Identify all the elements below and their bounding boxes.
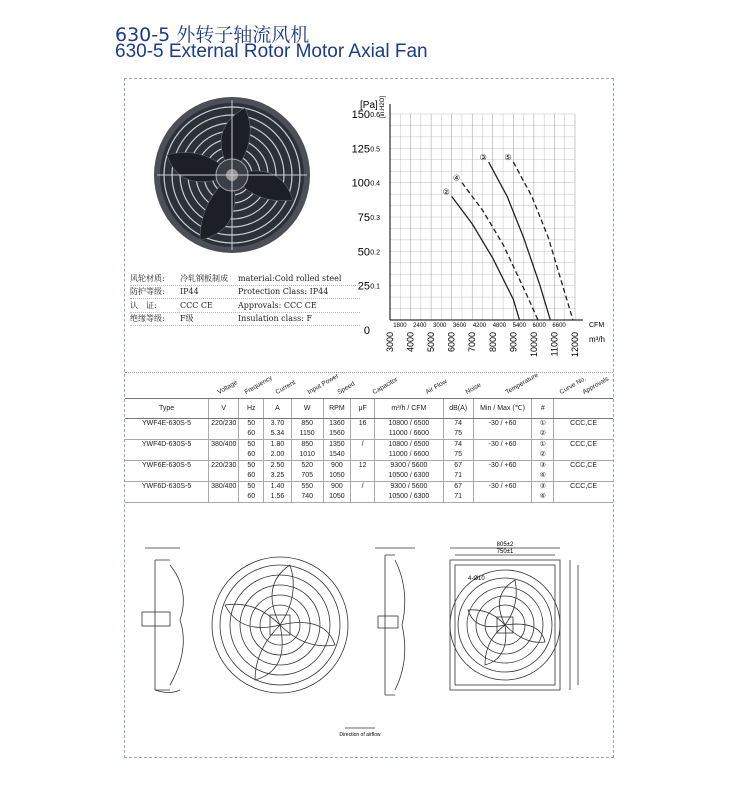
y-tick-label-2: 0.6: [370, 112, 380, 119]
y-tick-label-2: 0.3: [370, 215, 380, 222]
column-headers: [125, 372, 613, 398]
column-header: Curve No.: [558, 375, 588, 396]
table-cell: 71: [443, 471, 473, 482]
table-cell: 10800 / 6500: [375, 419, 444, 430]
spec-value: IP44: [180, 287, 199, 297]
table-cell: CCC,CE: [554, 440, 613, 451]
unit-cell: dB(A): [443, 399, 473, 419]
table-cell: 50: [239, 482, 264, 493]
x-tick-label-m3h: 7000: [467, 332, 478, 353]
column-header: Approvals: [581, 375, 611, 396]
table-cell: 1.56: [264, 492, 292, 503]
column-header: Input Power: [306, 372, 341, 396]
x-tick-label-cfm: 1800: [393, 323, 407, 329]
table-cell: [209, 492, 239, 503]
table-row: [125, 471, 613, 482]
spec-key: 风轮材质:: [130, 273, 165, 283]
table-cell: 71: [443, 492, 473, 503]
table-cell: 850: [291, 419, 323, 430]
table-cell: 3.25: [264, 471, 292, 482]
table-cell: 74: [443, 440, 473, 451]
table-row: [125, 450, 613, 461]
unit-row: [125, 399, 613, 419]
table-cell: ②: [532, 429, 554, 440]
y-tick-label-2: 0.5: [370, 146, 380, 154]
y-axis-label: [Pa]: [360, 100, 378, 111]
unit-cell: [554, 399, 613, 419]
table-cell: 67: [443, 461, 473, 472]
table-cell: [351, 450, 375, 461]
table-cell: 9300 / 5600: [375, 482, 444, 493]
y-tick-label: 75: [357, 212, 370, 224]
spec-key: 认 证:: [130, 300, 157, 310]
table-cell: 2.50: [264, 461, 292, 472]
spec-key: 防护等级:: [130, 287, 165, 297]
table-cell: 5.34: [264, 429, 292, 440]
table-cell: [209, 429, 239, 440]
unit-cell: Type: [125, 399, 209, 419]
y-tick-label: 50: [357, 246, 370, 259]
table-cell: /: [351, 482, 375, 493]
spec-english: Insulation class: F: [238, 314, 312, 324]
x-tick-label-m3h: 4000: [405, 332, 416, 353]
table-cell: 10800 / 6500: [375, 440, 444, 451]
x-axis-label-cfm: CFM: [589, 322, 605, 329]
table-cell: 900: [323, 482, 351, 493]
table-cell: ②: [532, 450, 554, 461]
table-cell: [125, 492, 209, 503]
table-cell: 740: [291, 492, 323, 503]
dim-width-inner: 750±1: [496, 549, 514, 555]
unit-cell: m³/h / CFM: [375, 399, 444, 419]
series-label: ④: [452, 173, 461, 183]
title-en: 630-5 External Rotor Motor Axial Fan: [115, 41, 428, 62]
table-cell: YWF6E-630S-5: [142, 462, 192, 469]
table-cell: 60: [239, 471, 264, 482]
table-cell: 50: [239, 461, 264, 472]
column-header: Voltage: [216, 379, 239, 396]
x-tick-label-cfm: 2400: [413, 323, 427, 329]
table-cell: [351, 471, 375, 482]
table-cell: [473, 429, 532, 440]
table-cell: [554, 429, 613, 440]
dim-width-outer: 805±2: [496, 542, 514, 548]
spec-key: 绝缘等级:: [130, 314, 165, 324]
spec-english: material:Cold rolled steel: [238, 273, 342, 283]
table-cell: 75: [443, 429, 473, 440]
x-tick-label-cfm: 4200: [472, 323, 487, 329]
table-row: [125, 492, 613, 503]
table-cell: ①: [532, 440, 554, 451]
table-cell: [554, 450, 613, 461]
x-tick-label-cfm: 3600: [452, 323, 467, 329]
table-cell: [351, 429, 375, 440]
y-tick-label-2: 0.2: [370, 249, 380, 257]
table-row: [125, 419, 613, 430]
column-header: Air Flow: [424, 378, 449, 396]
table-cell: 67: [443, 482, 473, 493]
table-cell: YWF4D-630S-5: [141, 441, 192, 448]
table-cell: 9300 / 5600: [375, 461, 444, 472]
table-cell: 3.70: [264, 419, 292, 430]
table-cell: 520: [291, 461, 323, 472]
table-cell: ④: [532, 492, 554, 503]
column-header: Frequency: [243, 374, 274, 396]
table-cell: 550: [291, 482, 323, 493]
x-tick-label-m3h: 9000: [508, 332, 519, 353]
table-row: [125, 429, 613, 440]
table-cell: 1050: [323, 492, 351, 503]
table-cell: [554, 492, 613, 503]
y-tick-label-2: 0.1: [370, 283, 380, 291]
table-cell: /: [351, 440, 375, 451]
technical-drawings: [130, 540, 610, 750]
table-cell: 60: [239, 450, 264, 461]
table-cell: 10500 / 6300: [375, 471, 444, 482]
x-axis-label-m3h: m³/h: [589, 335, 605, 344]
y-tick-label: 0: [363, 325, 370, 337]
column-header: Temperature: [504, 371, 540, 396]
series-line: [489, 162, 551, 320]
column-header: Speed: [336, 380, 357, 396]
table-cell: 1350: [323, 440, 351, 451]
table-cell: CCC,CE: [554, 419, 613, 430]
table-cell: YWF6D-630S-5: [141, 483, 192, 490]
table-cell: 1360: [323, 419, 351, 430]
table-cell: [209, 471, 239, 482]
table-cell: -30 / +60: [473, 440, 532, 451]
column-header: Current: [274, 379, 297, 396]
unit-cell: A: [264, 399, 292, 419]
table-cell: ①: [532, 419, 554, 430]
y-tick-label: 25: [357, 280, 370, 293]
table-cell: 380/400: [209, 440, 239, 451]
data-table: [125, 398, 613, 503]
table-row: [125, 461, 613, 472]
table-cell: ③: [532, 482, 554, 493]
table-cell: 11000 / 6600: [375, 450, 444, 461]
x-tick-label-m3h: 5000: [426, 332, 437, 353]
table-cell: 1.80: [264, 440, 292, 451]
table-cell: 1150: [291, 429, 323, 440]
x-tick-label-m3h: 10000: [528, 332, 539, 357]
x-tick-label-cfm: 4800: [492, 323, 507, 329]
table-cell: 2.00: [264, 450, 292, 461]
spec-english: Protection Class: IP44: [238, 287, 329, 297]
table-cell: 16: [351, 419, 375, 430]
x-tick-label-cfm: 6600: [552, 323, 566, 329]
table-cell: -30 / +60: [473, 482, 532, 493]
table-cell: CCC,CE: [554, 461, 613, 472]
table-cell: 1050: [323, 471, 351, 482]
table-cell: 220/230: [209, 461, 239, 472]
series-label: ②: [442, 187, 450, 197]
table-cell: 705: [291, 471, 323, 482]
table-cell: 75: [443, 450, 473, 461]
table-cell: [473, 450, 532, 461]
y-tick-label-2: 0.4: [370, 180, 380, 188]
table-cell: 1560: [323, 429, 351, 440]
x-tick-label-m3h: 3000: [385, 332, 395, 353]
spec-value: F级: [180, 314, 194, 324]
table-cell: [209, 450, 239, 461]
table-cell: 220/230: [209, 419, 239, 430]
table-cell: 1.40: [264, 482, 292, 493]
table-cell: 12: [351, 461, 375, 472]
y-axis-label-2: [in.H2O]: [380, 95, 386, 118]
table-cell: 60: [239, 492, 264, 503]
table-cell: [473, 492, 532, 503]
table-cell: 60: [239, 429, 264, 440]
x-tick-label-cfm: 6000: [532, 323, 546, 329]
x-tick-label-cfm: 3000: [433, 323, 447, 329]
x-tick-label-m3h: 12000: [570, 332, 580, 357]
table-cell: ④: [532, 471, 554, 482]
table-cell: 11000 / 6600: [375, 429, 444, 440]
table-cell: -30 / +60: [473, 419, 532, 430]
table-cell: [473, 471, 532, 482]
table-cell: -30 / +60: [473, 461, 532, 472]
unit-cell: RPM: [323, 399, 351, 419]
spec-value: 冷轧钢板制成: [180, 273, 228, 283]
column-header: Noise: [464, 381, 483, 396]
spec-table: [125, 372, 613, 503]
table-cell: 850: [291, 440, 323, 451]
table-cell: 380/400: [209, 482, 239, 493]
unit-cell: #: [532, 399, 554, 419]
table-cell: [351, 492, 375, 503]
y-tick-label: 150: [351, 109, 370, 121]
series-label: ③: [479, 153, 487, 163]
table-cell: 10500 / 6300: [375, 492, 444, 503]
table-cell: 74: [443, 419, 473, 430]
x-tick-label-m3h: 8000: [487, 332, 498, 353]
x-tick-label-cfm: 5400: [512, 323, 526, 329]
x-tick-label-m3h: 6000: [446, 332, 457, 353]
table-cell: 50: [239, 440, 264, 451]
spec-value: CCC CE: [180, 300, 213, 310]
table-row: [125, 440, 613, 451]
unit-cell: V: [209, 399, 239, 419]
table-cell: CCC,CE: [554, 482, 613, 493]
table-row: [125, 482, 613, 493]
unit-cell: W: [291, 399, 323, 419]
table-cell: 1540: [323, 450, 351, 461]
y-tick-label: 125: [351, 143, 370, 156]
unit-cell: μF: [351, 399, 375, 419]
table-cell: [554, 471, 613, 482]
table-cell: 50: [239, 419, 264, 430]
table-cell: 1010: [291, 450, 323, 461]
title-cn: 630-5 外转子轴流风机: [115, 24, 310, 46]
table-cell: [125, 471, 209, 482]
spec-english: Approvals: CCC CE: [238, 300, 317, 310]
airflow-caption: Direction of airflow: [339, 732, 381, 738]
table-cell: YWF4E-630S-5: [142, 420, 192, 427]
table-cell: [125, 429, 209, 440]
column-header: Capacitor: [371, 376, 400, 396]
performance-chart: [325, 92, 625, 357]
series-label: ⑤: [504, 153, 512, 163]
table-cell: 900: [323, 461, 351, 472]
table-cell: [125, 450, 209, 461]
unit-cell: Min / Max (℃): [473, 399, 532, 419]
y-tick-label: 100: [351, 177, 370, 190]
x-tick-label-m3h: 11000: [549, 332, 560, 357]
unit-cell: Hz: [239, 399, 264, 419]
table-cell: ③: [532, 461, 554, 472]
fan-photo: [145, 90, 320, 260]
hole-label: 4-Ø10: [468, 576, 485, 582]
